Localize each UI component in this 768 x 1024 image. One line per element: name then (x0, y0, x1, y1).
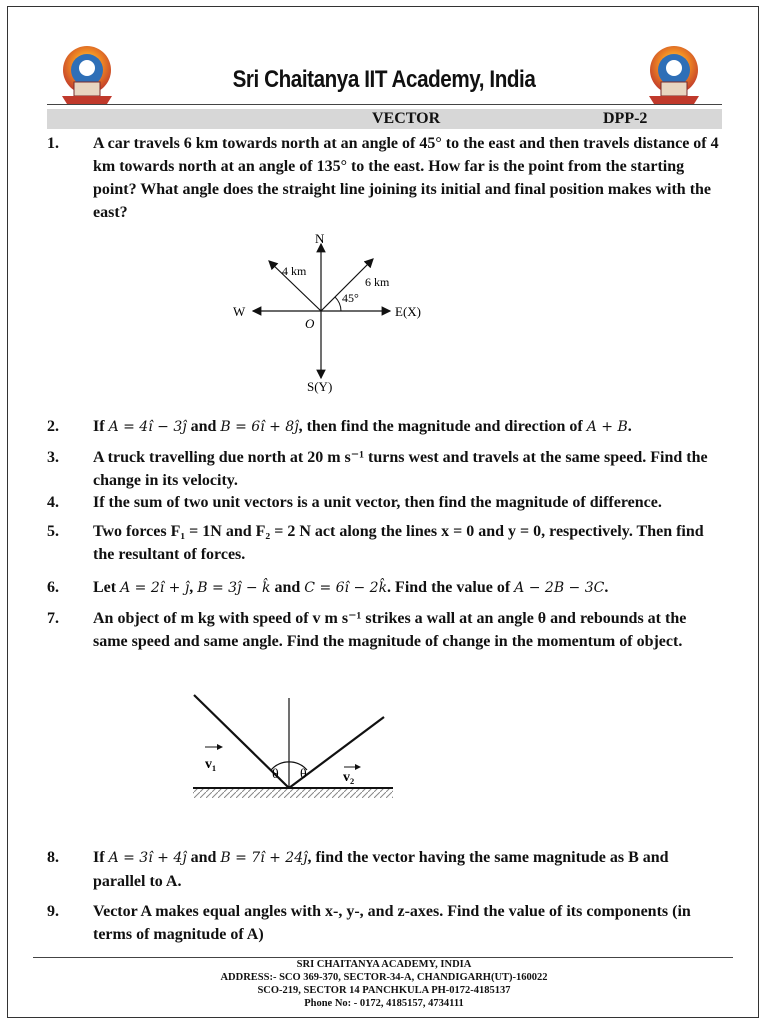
equation: B = 6î + 8ĵ (220, 419, 299, 435)
question-text: Two forces F₁ = 1N and F₂ = 2 N act along the lines x = 0 and y = 0, respectively. Then find the resultant of forces. (93, 523, 704, 563)
west-label: W (233, 304, 246, 319)
footer-line: ADDRESS:- SCO 369-370, SECTOR-34-A, CHANDIGARH(UT)-160022 (220, 972, 548, 983)
text-part: . Find the value of (387, 579, 511, 596)
footer-line: SCO-219, SECTOR 14 PANCHKULA PH-0172-4185137 (257, 985, 511, 996)
equation: A = 3î + 4ĵ (108, 850, 187, 866)
question-number: 2. (47, 418, 59, 435)
text-part: . (604, 579, 609, 596)
question-text: A car travels 6 km towards north at an angle of 45° to the east and then travels distance of 4 km towards north at an angle of 135° to the east. How far is the point from the starting point? What angle does the straight line joining its initial and final position makes with the east? (93, 135, 719, 221)
question-text (93, 415, 723, 439)
question-text: An object of m kg with speed of v m s⁻¹ strikes a wall at an angle θ and rebounds at the same speed and same angle. Find the magnitude of change in the momentum of object. (93, 610, 687, 650)
text-part: and (190, 849, 217, 866)
text-part: , (189, 579, 194, 596)
question-text (93, 576, 723, 600)
footer (0, 958, 768, 1010)
equation: B = 7î + 24ĵ (220, 850, 308, 866)
east-label: E(X) (395, 304, 421, 319)
header-divider (47, 104, 722, 105)
text-part: If (93, 849, 105, 866)
theta-right-label: θ (300, 767, 307, 782)
compass-vector-diagram (225, 228, 421, 396)
equation: A = 2î + ĵ (120, 580, 190, 596)
equation: C = 6î − 2k̂ (304, 580, 388, 596)
dpp-label: DPP-2 (603, 110, 648, 127)
vector-6km-label: 6 km (365, 275, 390, 289)
footer-line: SRI CHAITANYA ACADEMY, INDIA (296, 959, 472, 970)
text-part: If (93, 418, 105, 435)
v2-label: v₂ (343, 770, 355, 785)
v1-label: v₁ (205, 757, 217, 772)
north-label: N (315, 231, 325, 246)
question-number: 6. (47, 579, 59, 596)
angle-label: 45° (342, 291, 359, 305)
equation: A + B (586, 419, 628, 435)
question-number: 5. (47, 523, 59, 540)
wall-reflection-diagram (188, 690, 398, 825)
text-part: and (274, 579, 301, 596)
question-text: A truck travelling due north at 20 m s⁻¹ turns west and travels at the same speed. Find the change in its velocity. (93, 449, 708, 489)
equation: A = 4î − 3ĵ (108, 419, 187, 435)
south-label: S(Y) (307, 379, 333, 394)
question-number: 8. (47, 849, 59, 866)
origin-label: O (305, 316, 315, 331)
equation: A − 2B − 3C (514, 580, 605, 596)
text-part: Let (93, 579, 117, 596)
text-part: , find the vector having the same magnitude as B and parallel to A. (93, 849, 669, 890)
question-number: 4. (47, 494, 59, 511)
footer-line: Phone No: - 0172, 4185157, 4734111 (304, 998, 464, 1009)
question-text: If the sum of two unit vectors is a unit vector, then find the magnitude of difference. (93, 494, 662, 511)
question-number: 9. (47, 903, 59, 920)
topic-bar (47, 109, 722, 129)
text-part: . (627, 418, 632, 435)
question-number: 1. (47, 135, 59, 152)
page-title: Sri Chaitanya IIT Academy, India (232, 66, 536, 93)
text-part: and (190, 418, 217, 435)
equation: B = 3ĵ − k̂ (197, 580, 271, 596)
question-number: 3. (47, 449, 59, 466)
text-part: , then find the magnitude and direction of (298, 418, 583, 435)
subject-label: VECTOR (372, 110, 441, 127)
question-text (93, 846, 723, 893)
question-number: 7. (47, 610, 59, 627)
question-text: Vector A makes equal angles with x-, y-, and z-axes. Find the value of its components (in terms of magnitude of A) (93, 903, 691, 943)
theta-left-label: θ (272, 767, 279, 782)
vector-4km-label: 4 km (282, 264, 307, 278)
